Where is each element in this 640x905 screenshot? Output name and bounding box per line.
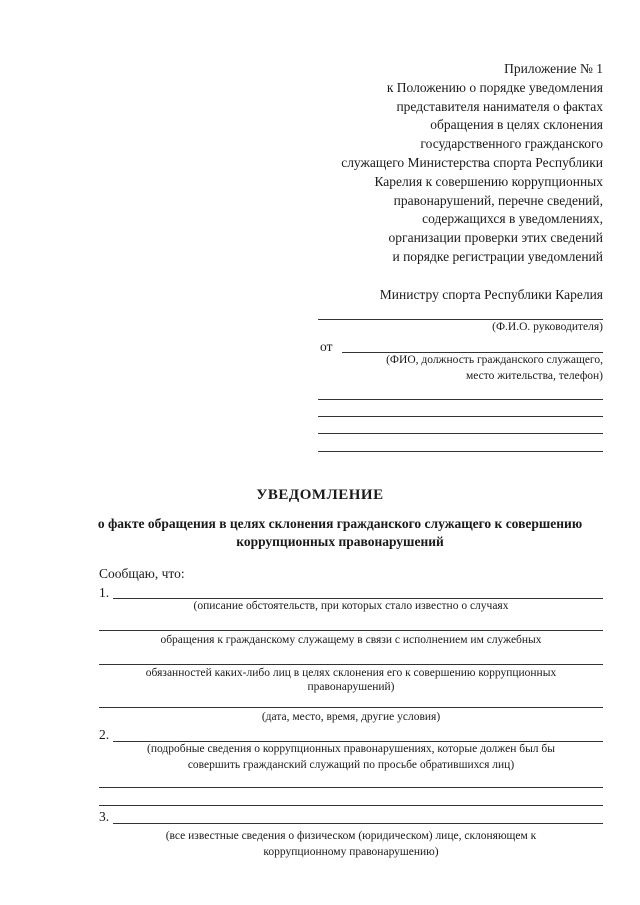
appendix-header [223, 60, 603, 267]
item-3-line[interactable] [113, 823, 603, 824]
item-1-caption: (описание обстоятельств, при которых стало известно о случаях [193, 600, 509, 612]
appendix-line: государственного гражданского [420, 136, 603, 152]
from-extra-line[interactable] [318, 451, 603, 452]
item-1-caption: правонарушений) [307, 681, 395, 693]
item-2-caption: (подробные сведения о коррупционных правонарушениях, которые должен был бы [146, 743, 555, 755]
from-extra-line[interactable] [318, 399, 603, 400]
from-extra-line[interactable] [318, 416, 603, 417]
item-2-caption: совершить гражданский служащий по просьбе обратившихся лиц) [187, 759, 515, 771]
item-3-number: 3. [99, 809, 110, 824]
appendix-line: служащего Министерства спорта Республики [341, 154, 603, 170]
appendix-line: обращения в целях склонения [430, 117, 603, 133]
item-1-line[interactable] [99, 707, 603, 708]
appendix-line: правонарушений, перечне сведений, [393, 192, 603, 208]
head-name-caption: (Ф.И.О. руководителя) [492, 321, 603, 333]
notice-subtitle: о факте обращения в целях склонения гражданского служащего к совершению коррупционных правонарушений [97, 516, 583, 549]
item-2-line[interactable] [99, 805, 603, 806]
addressee-to: Министру спорта Республики Карелия [379, 287, 603, 302]
from-extra-line[interactable] [318, 433, 603, 434]
from-label: от [320, 339, 333, 354]
item-1-line[interactable] [99, 664, 603, 665]
notice-title: УВЕДОМЛЕНИЕ [256, 487, 384, 503]
from-caption-1: (ФИО, должность гражданского служащего, [386, 354, 603, 366]
from-caption-2: место жительства, телефон) [465, 370, 603, 382]
item-1-line[interactable] [113, 598, 603, 599]
item-3-caption: (все известные сведения о физическом (юридическом) лице, склоняющем к [165, 830, 537, 842]
item-1-number: 1. [99, 585, 110, 600]
item-2-number: 2. [99, 727, 110, 742]
appendix-line: к Положению о порядке уведомления [386, 79, 603, 95]
appendix-line: Приложение № 1 [504, 61, 603, 76]
appendix-line: Карелия к совершению коррупционных [374, 173, 603, 189]
item-3-caption: коррупционному правонарушению) [263, 846, 439, 858]
item-1-caption: обращения к гражданскому служащему в связи с исполнением им служебных [160, 634, 542, 646]
item-2-line[interactable] [113, 741, 603, 742]
item-2-line[interactable] [99, 787, 603, 788]
item-1-line[interactable] [99, 630, 603, 631]
appendix-line: представителя нанимателя о фактах [396, 98, 603, 114]
appendix-line: и порядке регистрации уведомлений [392, 248, 603, 264]
item-1-caption: обязанностей каких-либо лиц в целях склонения его к совершению коррупционных [145, 667, 557, 679]
from-line[interactable] [342, 352, 603, 353]
intro-text: Сообщаю, что: [99, 566, 185, 581]
appendix-line: организации проверки этих сведений [388, 230, 603, 246]
item-1-caption: (дата, место, время, другие условия) [261, 711, 441, 723]
appendix-line: содержащихся в уведомлениях, [422, 211, 603, 227]
head-name-line[interactable] [318, 319, 603, 320]
